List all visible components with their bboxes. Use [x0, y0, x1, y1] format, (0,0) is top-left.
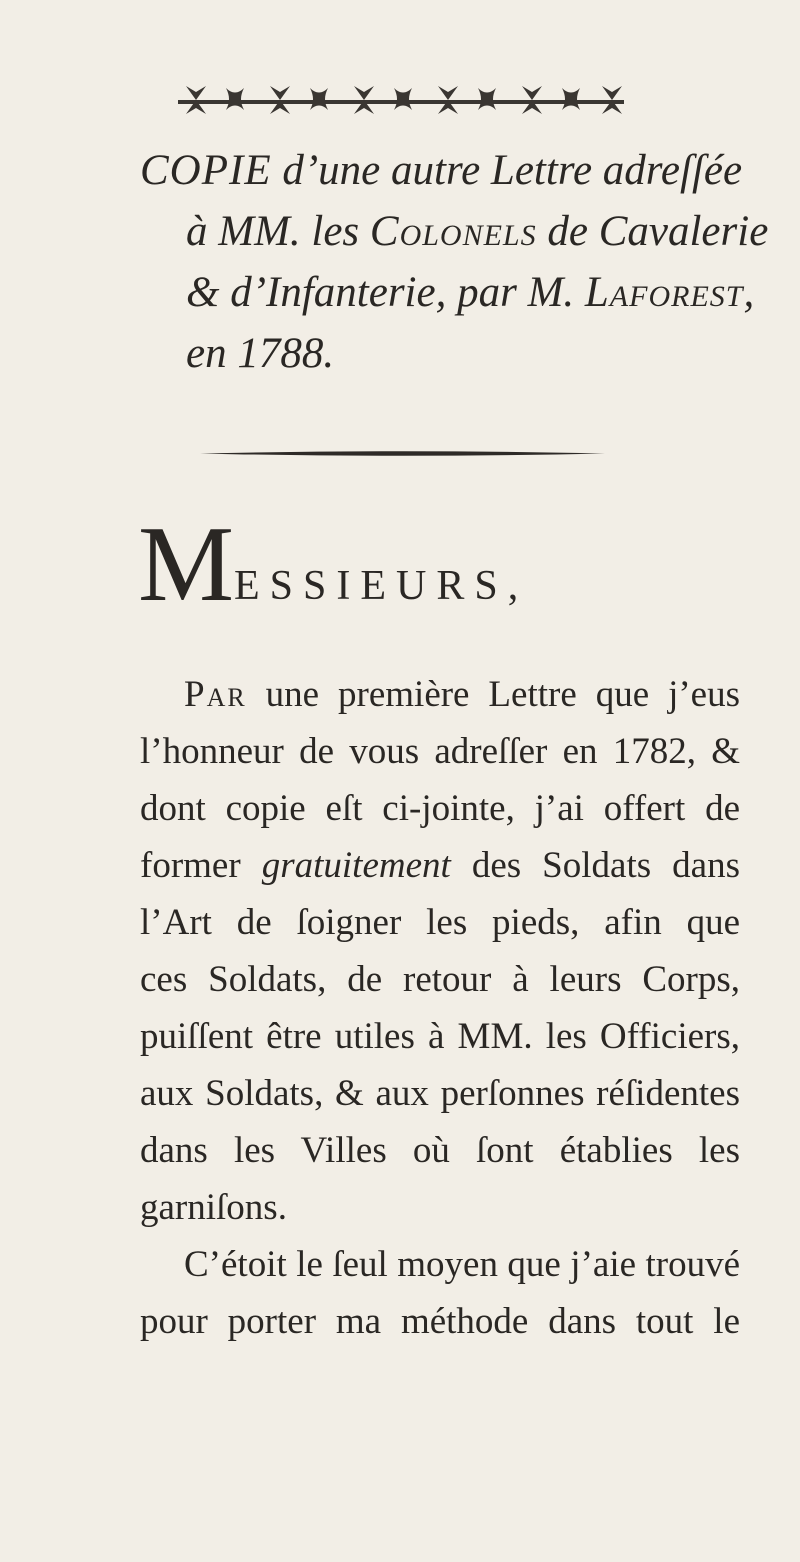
- text-span: former: [140, 845, 262, 886]
- text-line: C’étoit le ſeul moyen que j’aie trouvé: [184, 1244, 740, 1285]
- heading-copie: COPIE: [140, 147, 272, 194]
- heading-line-2: [140, 201, 780, 262]
- letter-body: [140, 666, 740, 1350]
- heading-author-name: Laforest,: [584, 269, 756, 316]
- par-opening-word: Par: [184, 674, 247, 715]
- text-span: une première Lettre que j’eus: [246, 674, 740, 715]
- text-line: ces Soldats, de retour à leurs Corps,: [140, 959, 740, 1000]
- heading-line-1-text: d’une autre Lettre adreſſée: [271, 147, 743, 194]
- emphasis-gratuitement: gratuitement: [261, 845, 451, 886]
- text-line: l’Art de ſoigner les pieds, afin que: [140, 902, 740, 943]
- text-line: [140, 837, 740, 894]
- heading-line-3: [140, 262, 780, 323]
- text-span: des Soldats dans: [450, 845, 740, 886]
- text-line: puiſſent être utiles à MM. les Officiers,: [140, 1016, 740, 1057]
- text-line: pour porter ma méthode dans tout le: [140, 1301, 740, 1342]
- heading-colonels: Colonels: [369, 208, 537, 255]
- heading-line-2-a: à MM. les: [186, 208, 370, 255]
- heading-line-4: en 1788.: [186, 330, 335, 377]
- drop-cap: M: [138, 505, 235, 624]
- heading-line-3-a: & d’Infanterie, par M.: [186, 269, 585, 316]
- paragraph-1: [140, 666, 740, 1236]
- heading-line-2-rest: de Cavalerie: [536, 208, 769, 255]
- text-line: dans les Villes où ſont établies les: [140, 1130, 740, 1171]
- text-line: l’honneur de vous adreſſer en 1782, &: [140, 731, 740, 772]
- salutation-text: ESSIEURS,: [234, 563, 529, 609]
- text-line: [140, 666, 740, 723]
- text-line: garniſons.: [140, 1187, 287, 1228]
- text-line: aux Soldats, & aux perſonnes réſidentes: [140, 1073, 740, 1114]
- letter-heading: [140, 140, 780, 384]
- section-rule: [200, 450, 605, 457]
- text-line: dont copie eſt ci-jointe, j’ai offert de: [140, 788, 740, 829]
- fleuron-ornament-band: [178, 82, 624, 124]
- heading-line-1: [140, 140, 780, 201]
- salutation: [138, 505, 529, 624]
- paragraph-2: [140, 1236, 740, 1350]
